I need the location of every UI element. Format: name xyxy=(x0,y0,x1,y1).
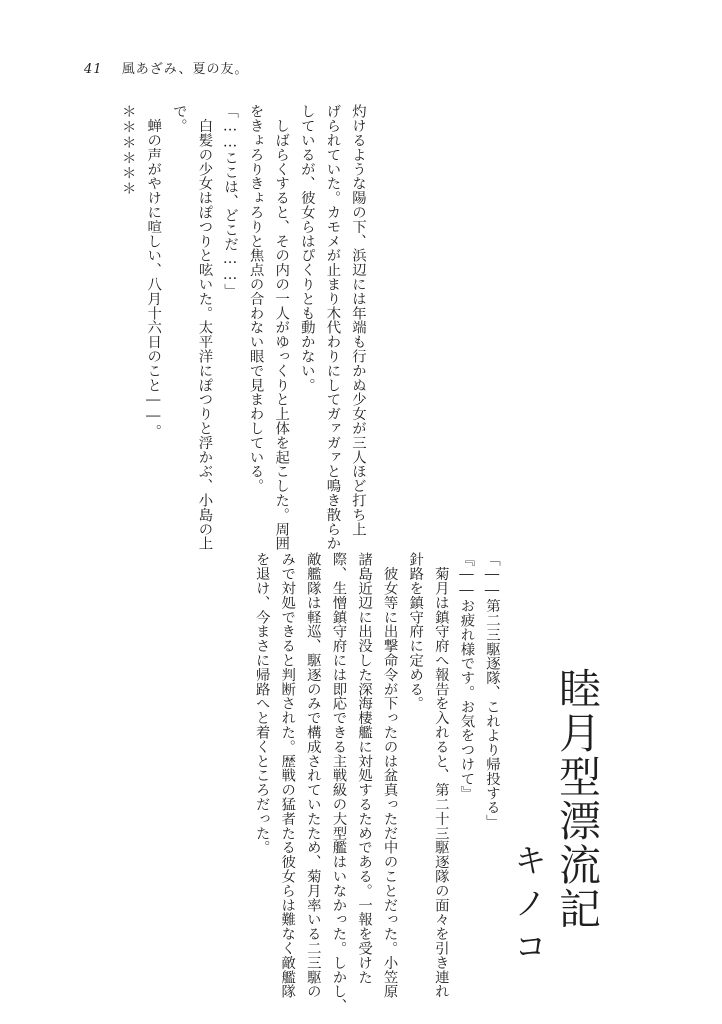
running-header xyxy=(84,58,248,77)
author-name: キノコ xyxy=(509,843,548,972)
text-line: で。 xyxy=(170,104,187,133)
text-line: をきょろりきょろりと焦点の合わない眼で見まわしている。 xyxy=(247,104,264,493)
text-line: 白髪の少女はぽつりと呟いた。太平洋にぽつりと浮かぶ、小島の上 xyxy=(196,104,213,551)
story-title: 睦月型漂流記 xyxy=(553,667,602,931)
text-line: 菊月は鎮守府へ報告を入れると、第二十三駆逐隊の面々を引き連れ xyxy=(432,552,449,999)
text-line: 諸島近辺に出没した深海棲艦に対処するためである。一報を受けた xyxy=(356,552,373,984)
text-line: を退け、今まさに帰路へと着くところだった。 xyxy=(253,552,270,855)
text-line: 彼女等に出撃命令が下ったのは盆真っただ中のことだった。小笠原 xyxy=(381,552,398,999)
scene-separator: ＊＊＊＊＊＊ xyxy=(119,104,136,197)
text-line: しているが、彼女らはぴくりとも動かない。 xyxy=(298,104,315,392)
text-line: 敵艦隊は軽巡、駆逐のみで構成されていたため、菊月率いる二三駆の xyxy=(304,552,321,999)
text-line: 「――第二三駆逐隊、これより帰投する」 xyxy=(484,552,500,829)
text-line: 際、生憎鎮守府には即応できる主戦級の大型艦はいなかった。しかし、 xyxy=(330,552,347,1013)
text-line: しばらくすると、その内の一人がゆっくりと上体を起こした。周囲 xyxy=(273,104,290,551)
text-line: 蝉の声がやけに喧しい、八月十六日のこと――。 xyxy=(145,104,162,439)
story-prologue xyxy=(114,104,370,551)
text-line: 灼けるような陽の下、浜辺には年端も行かぬ少女が三人ほど打ち上 xyxy=(350,104,366,536)
text-line: 針路を鎮守府に定める。 xyxy=(407,552,424,711)
text-line: 「……ここは、どこだ……」 xyxy=(222,104,239,298)
text-line: げられていた。カモメが止まり木代わりにしてガァガァと鳴き散らか xyxy=(324,104,341,551)
text-line: 『――お疲れ様です。お気をつけて』 xyxy=(458,552,475,800)
text-line: みで対処できると判断された。歴戦の猛者たる彼女らは難なく敵艦隊 xyxy=(279,552,296,999)
page-number: 41 xyxy=(84,62,103,77)
running-title: 風あざみ、夏の友。 xyxy=(121,62,249,77)
story-chapter-one xyxy=(248,552,504,1013)
